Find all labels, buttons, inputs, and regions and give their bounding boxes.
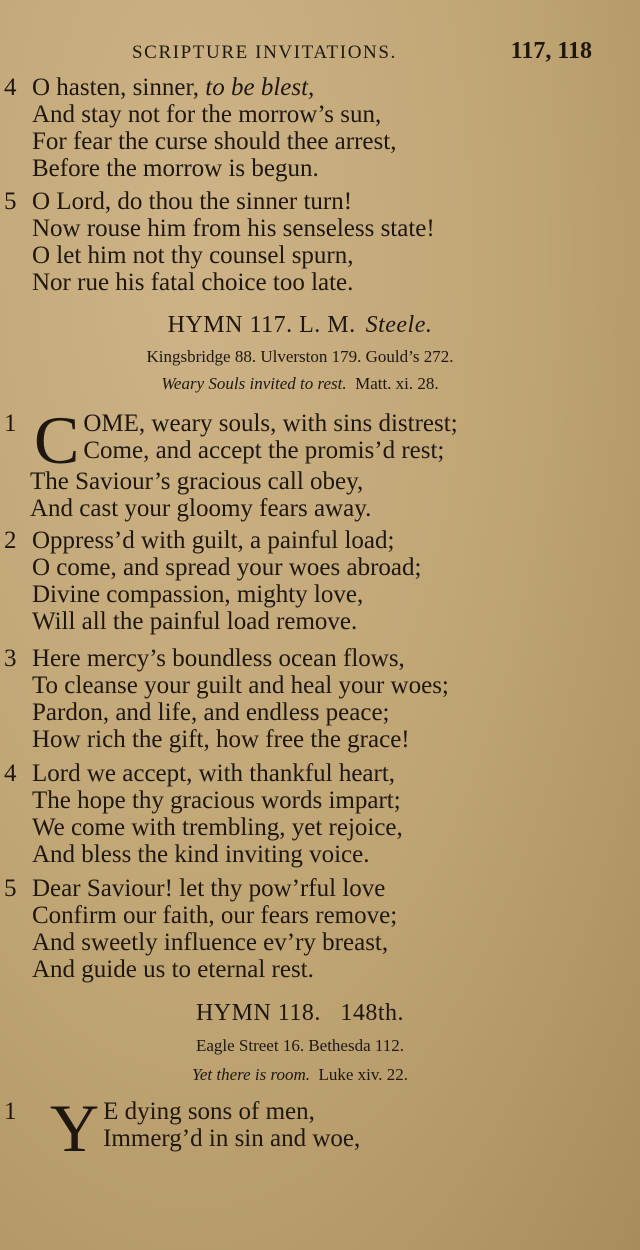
verse-line: E dying sons of men, bbox=[103, 1098, 315, 1125]
hymn-117-stanza-3 bbox=[4, 645, 604, 753]
stanza-number: 5 bbox=[4, 188, 17, 215]
verse-line: And sweetly influence ev’ry breast, bbox=[32, 929, 389, 956]
verse-line: Oppress’d with guilt, a painful load; bbox=[32, 527, 395, 554]
verse-line: Will all the painful load remove. bbox=[32, 608, 358, 635]
stanza-number: 1 bbox=[4, 1098, 17, 1125]
hymn-118-title: HYMN 118. 148th. bbox=[195, 1000, 405, 1026]
stanza-number: 1 bbox=[4, 410, 17, 437]
stanza-number: 4 bbox=[4, 74, 17, 101]
verse-line: O come, and spread your woes abroad; bbox=[32, 554, 422, 581]
verse-line: And guide us to eternal rest. bbox=[32, 956, 314, 983]
hymn-117-stanza-4 bbox=[4, 760, 604, 868]
verse-line: Now rouse him from his senseless state! bbox=[32, 215, 435, 242]
verse-line: OME, weary souls, with sins distrest; bbox=[83, 410, 458, 437]
running-header bbox=[132, 38, 592, 65]
hymn-117-tunes: Kingsbridge 88. Ulverston 179. Gould’s 272. bbox=[146, 347, 454, 366]
verse-line: Come, and accept the promis’d rest; bbox=[83, 437, 445, 464]
hymn-117-title: HYMN 117. L. M. Steele. bbox=[167, 312, 433, 338]
verse-line: To cleanse your guilt and heal your woes; bbox=[32, 672, 449, 699]
hymn-117-subject: Weary Souls invited to rest. Matt. xi. 28. bbox=[161, 374, 439, 393]
page-numbers: 117, 118 bbox=[510, 38, 592, 64]
running-title: SCRIPTURE INVITATIONS. bbox=[132, 42, 397, 63]
stanza-number: 5 bbox=[4, 875, 17, 902]
hymn-118-stanza-1 bbox=[4, 1090, 604, 1166]
hymn-118-subject: Yet there is room. Luke xiv. 22. bbox=[191, 1065, 409, 1084]
verse-line: Dear Saviour! let thy pow’rful love bbox=[32, 875, 386, 902]
verse-line: How rich the gift, how free the grace! bbox=[32, 726, 410, 753]
verse-line: The hope thy gracious words impart; bbox=[32, 787, 401, 814]
stanza-5-prev-hymn bbox=[4, 188, 604, 296]
hymn-117-stanza-5 bbox=[4, 875, 604, 983]
drop-cap: C bbox=[34, 402, 80, 478]
verse-line: O hasten, sinner, to be blest, bbox=[32, 74, 315, 101]
verse-line: And bless the kind inviting voice. bbox=[32, 841, 370, 868]
verse-line: Divine compassion, mighty love, bbox=[32, 581, 364, 608]
hymn-author: Steele. bbox=[365, 312, 433, 338]
verse-line: For fear the curse should thee arrest, bbox=[32, 128, 397, 155]
verse-line: The Saviour’s gracious call obey, bbox=[30, 468, 364, 495]
verse-line: We come with trembling, yet rejoice, bbox=[32, 814, 403, 841]
verse-line: Immerg’d in sin and woe, bbox=[103, 1125, 361, 1152]
verse-line: And stay not for the morrow’s sun, bbox=[32, 101, 382, 128]
verse-line: Nor rue his fatal choice too late. bbox=[32, 269, 354, 296]
verse-line: Lord we accept, with thankful heart, bbox=[32, 760, 396, 787]
hymn-117-stanza-2 bbox=[4, 527, 604, 635]
hymn-117-stanza-1 bbox=[4, 402, 604, 522]
verse-line: Pardon, and life, and endless peace; bbox=[32, 699, 390, 726]
verse-line: Before the morrow is begun. bbox=[32, 155, 319, 182]
verse-line: Confirm our faith, our fears remove; bbox=[32, 902, 398, 929]
stanza-number: 3 bbox=[4, 645, 17, 672]
stanza-4-prev-hymn bbox=[4, 74, 604, 182]
stanza-number: 4 bbox=[4, 760, 17, 787]
drop-cap: Y bbox=[50, 1090, 100, 1166]
verse-line: And cast your gloomy fears away. bbox=[30, 495, 372, 522]
verse-line: O Lord, do thou the sinner turn! bbox=[32, 188, 353, 215]
hymn-118-tunes: Eagle Street 16. Bethesda 112. bbox=[195, 1036, 405, 1055]
hymn-meter: 148th. bbox=[340, 1000, 405, 1026]
verse-line: Here mercy’s boundless ocean flows, bbox=[32, 645, 405, 672]
verse-line: O let him not thy counsel spurn, bbox=[32, 242, 354, 269]
stanza-number: 2 bbox=[4, 527, 17, 554]
